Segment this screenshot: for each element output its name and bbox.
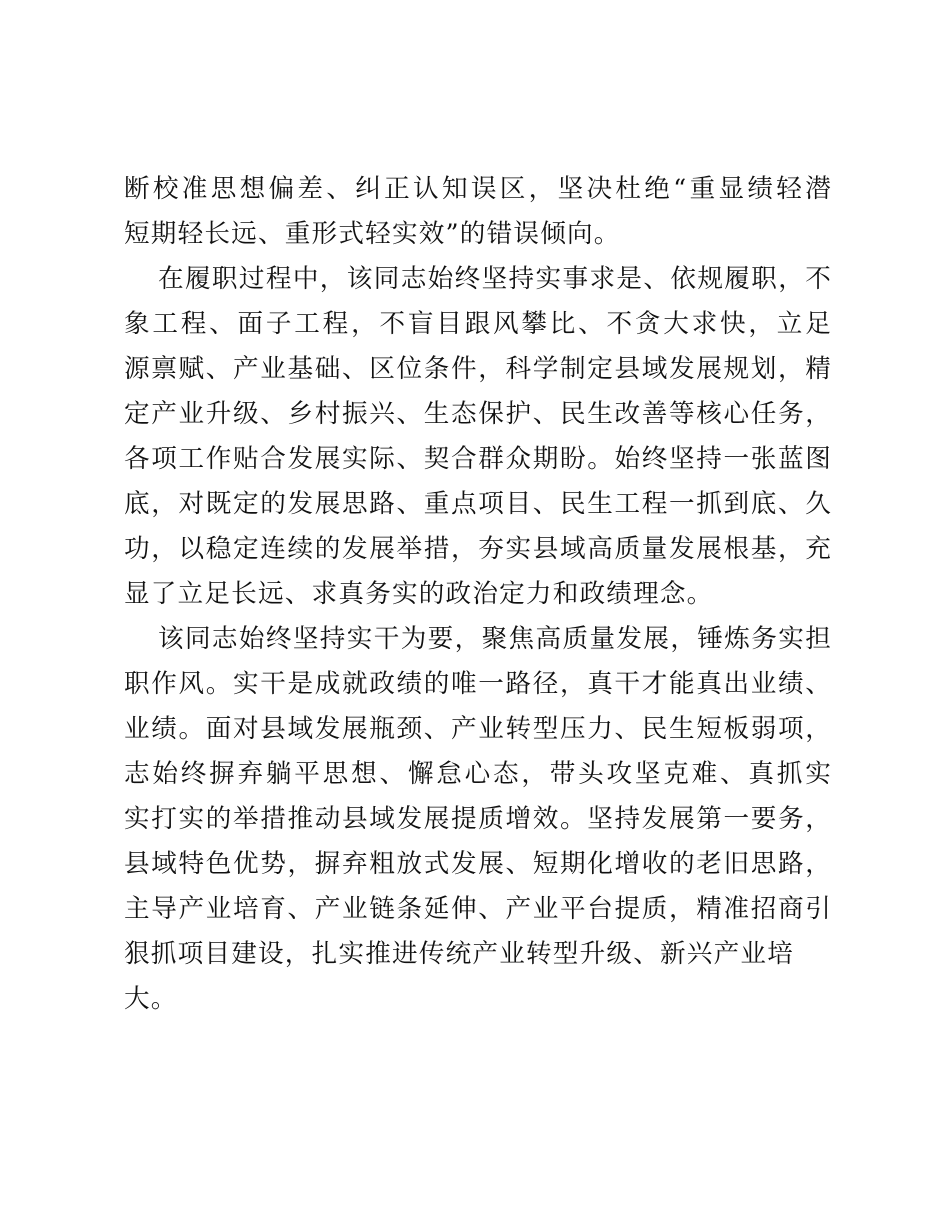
paragraph-line: 职作风。实干是成就政绩的唯一路径，真干才能真出业绩、 (124, 669, 832, 699)
paragraph-line: 志始终摒弃躺平思想、懈怠心态，带头攻坚克难、真抓实 (124, 759, 832, 789)
paragraph-line: 县域特色优势，摒弃粗放式发展、短期化增收的老旧思路， (124, 849, 832, 879)
paragraph-line: 大。 (124, 984, 178, 1014)
paragraph-line: 在履职过程中，该同志始终坚持实事求是、依规履职，不 (158, 264, 832, 294)
paragraph-line: 狠抓项目建设，扎实推进传统产业转型升级、新兴产业培 (124, 939, 794, 969)
paragraph-line: 象工程、面子工程，不盲目跟风攀比、不贪大求快，立足 (124, 309, 832, 339)
paragraph-3 (124, 617, 832, 1022)
paragraph-line: 断校准思想偏差、纠正认知误区，坚决杜绝“重显绩轻潜 (124, 174, 832, 204)
paragraph-line: 定产业升级、乡村振兴、生态保护、民生改善等核心任务， (124, 399, 832, 429)
paragraph-line: 该同志始终坚持实干为要，聚焦高质量发展，锤炼务实担 (158, 624, 832, 654)
paragraph-line: 短期轻长远、重形式轻实效”的错误倾向。 (124, 219, 621, 249)
paragraph-line: 业绩。面对县域发展瓶颈、产业转型压力、民生短板弱项， (124, 714, 832, 744)
paragraph-line: 实打实的举措推动县域发展提质增效。坚持发展第一要务， (124, 804, 832, 834)
document-body (124, 167, 832, 1022)
paragraph-line: 显了立足长远、求真务实的政治定力和政绩理念。 (124, 579, 714, 609)
paragraph-line: 源禀赋、产业基础、区位条件，科学制定县域发展规划，精 (124, 354, 832, 384)
paragraph-line: 主导产业培育、产业链条延伸、产业平台提质，精准招商引 (124, 894, 832, 924)
paragraph-2 (124, 257, 832, 617)
paragraph-1 (124, 167, 832, 257)
paragraph-line: 底，对既定的发展思路、重点项目、民生工程一抓到底、久 (124, 489, 832, 519)
paragraph-line: 各项工作贴合发展实际、契合群众期盼。始终坚持一张蓝图 (124, 444, 832, 474)
paragraph-line: 功，以稳定连续的发展举措，夯实县域高质量发展根基，充 (124, 534, 832, 564)
